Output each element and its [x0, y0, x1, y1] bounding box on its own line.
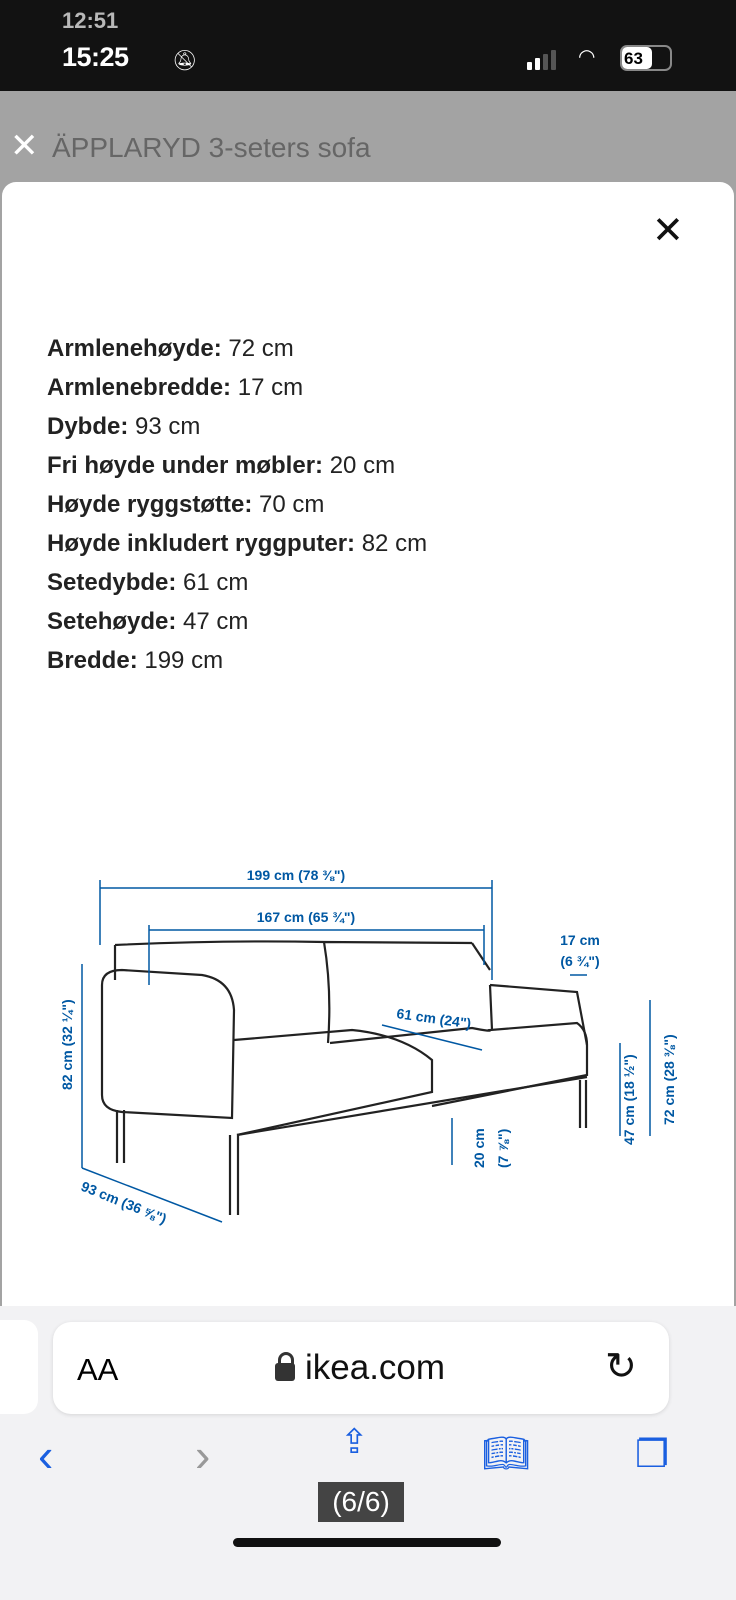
safari-toolbar [0, 1306, 736, 1600]
battery-icon: 63 [620, 45, 672, 71]
spec-label: Høyde inkludert ryggputer: [47, 530, 356, 557]
arm-width-cm-label: 17 cm [560, 932, 600, 948]
spec-value: 72 cm [228, 335, 294, 362]
spec-label: Armlenebredde: [47, 374, 232, 401]
home-indicator[interactable] [233, 1538, 501, 1547]
address-bar[interactable] [53, 1322, 669, 1414]
spec-row [47, 485, 427, 524]
spec-value: 20 cm [329, 452, 396, 479]
spec-label: Armlenehøyde: [47, 335, 222, 362]
spec-row [47, 329, 427, 368]
sofa-dimension-diagram [52, 837, 692, 1227]
inner-width-label: 167 cm (65 ¾") [256, 909, 356, 925]
spec-list [47, 329, 427, 680]
spec-label: Setehøyde: [47, 608, 177, 635]
reload-icon[interactable]: ↻ [605, 1346, 637, 1388]
background-close-icon: ✕ [10, 127, 39, 165]
ghost-time: 12:51 [62, 8, 119, 33]
status-bar [0, 0, 736, 91]
share-icon[interactable]: ⇪ [340, 1423, 369, 1461]
arm-width-in-label: (6 ¾") [560, 953, 600, 969]
spec-row [47, 524, 427, 563]
spec-row [47, 602, 427, 641]
image-counter: (6/6) [318, 1482, 404, 1522]
reader-settings-button[interactable]: AA [77, 1352, 119, 1387]
url-host: ikea.com [305, 1348, 446, 1387]
clearance-in-label: (7 ⅞") [495, 1128, 511, 1168]
previous-tab-preview[interactable] [0, 1320, 38, 1414]
spec-value: 61 cm [183, 569, 249, 596]
spec-row [47, 368, 427, 407]
spec-label: Fri høyde under møbler: [47, 452, 324, 479]
clock: 15:25 [62, 42, 129, 72]
spec-row [47, 407, 427, 446]
background-page-title: ÄPPLARYD 3-seters sofa [52, 132, 371, 163]
spec-value: 82 cm [361, 530, 428, 557]
silent-bell-icon: 🔕︎ [172, 50, 198, 72]
depth-label: 93 cm (36 ⅝") [78, 1177, 169, 1227]
spec-label: Høyde ryggstøtte: [47, 491, 253, 518]
spec-label: Setedybde: [47, 569, 177, 596]
back-button[interactable]: ‹ [38, 1429, 54, 1481]
close-button[interactable]: ✕ [652, 210, 684, 252]
spec-value: 17 cm [237, 374, 304, 401]
spec-value: 47 cm [183, 608, 249, 635]
sofa-outline [102, 941, 587, 1215]
spec-label: Dybde: [47, 413, 129, 440]
width-label: 199 cm (78 ⅜") [246, 867, 346, 883]
tabs-icon[interactable]: ❐ [635, 1434, 670, 1476]
arm-height-label: 72 cm (28 ⅜") [661, 1034, 677, 1125]
forward-button[interactable]: › [195, 1429, 211, 1481]
spec-value: 70 cm [259, 491, 325, 518]
spec-label: Bredde: [47, 647, 138, 674]
spec-value: 199 cm [144, 647, 224, 674]
lock-icon [275, 1363, 295, 1381]
spec-row [47, 563, 427, 602]
spec-row [47, 446, 427, 485]
spec-row [47, 641, 427, 680]
clearance-cm-label: 20 cm [471, 1128, 487, 1168]
spec-value: 93 cm [135, 413, 201, 440]
bookmarks-icon[interactable]: 📖︎ [482, 1433, 531, 1475]
wifi-icon: ◠ [578, 46, 596, 68]
seat-depth-label: 61 cm (24") [395, 1005, 473, 1032]
dimensions-modal [2, 182, 734, 1307]
signal-icon [527, 50, 556, 70]
height-label: 82 cm (32 ¼") [59, 999, 75, 1090]
seat-height-label: 47 cm (18 ½") [621, 1054, 637, 1145]
